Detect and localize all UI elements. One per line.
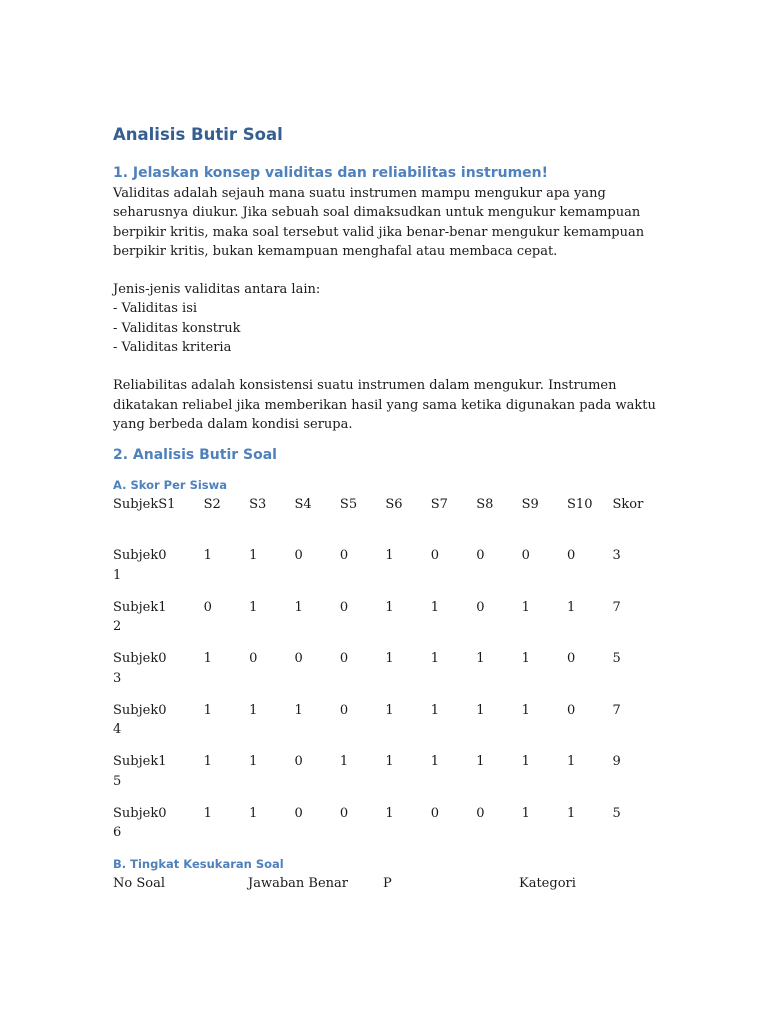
table-cell: 1 — [203, 548, 212, 564]
table-cell: 1 — [249, 599, 258, 615]
table-cell: 1 — [521, 651, 530, 667]
row-label: Subjek 6 — [113, 805, 159, 841]
table-cell: 1 — [476, 754, 485, 770]
table-cell: 0 — [339, 702, 349, 718]
row-label: Subjek 1 — [113, 548, 159, 583]
table-cell: 1 — [567, 754, 576, 770]
column-header: Kategori — [519, 876, 576, 892]
table-cell: 0 — [294, 805, 303, 821]
table-cell: 1 — [476, 702, 485, 718]
table-cell: 1 — [294, 599, 303, 615]
column-header: S1 — [158, 497, 176, 513]
table-cell: 0 — [521, 548, 530, 564]
column-header: S8 — [476, 497, 494, 513]
table-cell: 0 — [294, 651, 303, 667]
table-cell: 1 — [385, 754, 394, 770]
table-cell: 1 — [521, 805, 530, 821]
table-cell: 1 — [385, 805, 394, 821]
list-item: - Validitas isi — [113, 301, 198, 317]
spacer — [113, 261, 658, 280]
table-cell: 1 — [521, 702, 530, 718]
spacer — [113, 357, 658, 376]
section2-heading: 2. Analisis Butir Soal — [113, 447, 277, 464]
table-cell: 1 — [521, 599, 530, 615]
list-item: - Validitas kriteria — [113, 340, 232, 356]
column-header: S3 — [249, 497, 267, 513]
column-header: S5 — [339, 497, 358, 513]
table-header-row — [113, 495, 658, 546]
table-cell: 0 — [158, 651, 167, 667]
list-intro: Jenis-jenis validitas antara lain: — [113, 282, 321, 298]
list-item: - Validitas konstruk — [113, 320, 241, 336]
table-cell: 1 — [567, 805, 576, 821]
table-cell: 0 — [339, 599, 349, 615]
table-cell: 1 — [339, 754, 349, 770]
table-cell: 1 — [385, 599, 394, 615]
table-cell: 1 — [430, 702, 440, 718]
table-cell: 7 — [612, 599, 621, 615]
table-row — [113, 546, 658, 598]
table-cell: 0 — [339, 651, 349, 667]
table-cell: 0 — [203, 599, 212, 615]
table-cell: 0 — [158, 548, 167, 564]
table-cell: 0 — [567, 651, 576, 667]
table-cell: 5 — [612, 651, 621, 667]
table-cell: 1 — [249, 548, 258, 564]
row-label: Subjek 3 — [113, 651, 159, 686]
table-cell: 1 — [158, 754, 167, 770]
column-header: S9 — [521, 497, 539, 513]
table-cell: 0 — [294, 548, 303, 564]
table-cell: 1 — [476, 651, 485, 667]
column-header: S4 — [294, 497, 312, 513]
column-header: Skor — [612, 497, 644, 513]
table-cell: 0 — [430, 805, 440, 821]
table-cell: 1 — [203, 702, 212, 718]
table-cell: 0 — [339, 805, 349, 821]
table-cell: 5 — [612, 805, 621, 821]
table-cell: 1 — [567, 599, 576, 615]
row-label: Subjek 5 — [113, 754, 159, 789]
row-label: Subjek 2 — [113, 599, 159, 635]
table-cell: 0 — [249, 651, 258, 667]
table-cell: 0 — [567, 702, 576, 718]
table-row — [113, 752, 658, 804]
table-cell: 0 — [294, 754, 303, 770]
table-cell: 7 — [612, 702, 621, 718]
table-cell: 1 — [249, 754, 258, 770]
column-header: Subjek — [113, 497, 159, 513]
table-cell: 0 — [567, 548, 576, 564]
table-cell: 0 — [476, 805, 485, 821]
table-cell: 1 — [385, 651, 394, 667]
score-table — [113, 495, 658, 855]
validity-paragraph: Validitas adalah sejauh mana suatu instrumen mampu mengukur apa yang seharusnya diukur. Jika sebuah soal dimaksudkan untuk mengukur kemampuan berpikir kritis, maka soal tersebut valid jika benar-benar mengukur kemampuan berpikir kritis, bukan kemampuan menghafal atau membaca cepat. — [113, 186, 645, 259]
table-cell: 1 — [158, 599, 167, 615]
document-title: Analisis Butir Soal — [113, 125, 283, 144]
validity-types-list — [113, 280, 658, 357]
table-cell: 1 — [249, 702, 258, 718]
table-cell: 1 — [203, 805, 212, 821]
document-page — [113, 118, 658, 894]
table-cell: 1 — [249, 805, 258, 821]
table-cell: 0 — [339, 548, 349, 564]
column-header: S6 — [385, 497, 403, 513]
column-header: S2 — [203, 497, 221, 513]
column-header: No Soal — [113, 876, 165, 892]
table-cell: 9 — [612, 754, 621, 770]
table-header-row — [113, 874, 658, 893]
table-cell: 1 — [385, 548, 394, 564]
score-table-heading: A. Skor Per Siswa — [113, 478, 228, 493]
table-row — [113, 804, 658, 856]
table-cell: 0 — [158, 702, 167, 718]
difficulty-table-heading: B. Tingkat Kesukaran Soal — [113, 857, 284, 872]
table-row — [113, 649, 658, 701]
difficulty-table — [113, 874, 658, 893]
table-cell: 3 — [612, 548, 621, 564]
reliability-paragraph: Reliabilitas adalah konsistensi suatu instrumen dalam mengukur. Instrumen dikatakan reliabel jika memberikan hasil yang sama ketika digunakan pada waktu yang berbeda dalam kondisi serupa. — [113, 378, 656, 432]
table-cell: 0 — [476, 599, 485, 615]
table-cell: 1 — [430, 599, 440, 615]
section1-heading: 1. Jelaskan konsep validitas dan reliabilitas instrumen! — [113, 165, 549, 181]
table-cell: 1 — [203, 651, 212, 667]
column-header: P — [383, 876, 392, 892]
row-label: Subjek 4 — [113, 702, 159, 738]
table-row — [113, 701, 658, 753]
table-cell: 1 — [294, 702, 303, 718]
table-cell: 1 — [430, 651, 440, 667]
column-header: S10 — [567, 497, 593, 513]
table-cell: 1 — [203, 754, 212, 770]
table-cell: 0 — [158, 805, 167, 821]
table-cell: 1 — [385, 702, 394, 718]
column-header: Jawaban Benar — [248, 876, 349, 892]
column-header: S7 — [430, 497, 448, 513]
table-cell: 0 — [430, 548, 440, 564]
table-cell: 1 — [430, 754, 440, 770]
table-cell: 0 — [476, 548, 485, 564]
table-row — [113, 598, 658, 650]
table-cell: 1 — [521, 754, 530, 770]
